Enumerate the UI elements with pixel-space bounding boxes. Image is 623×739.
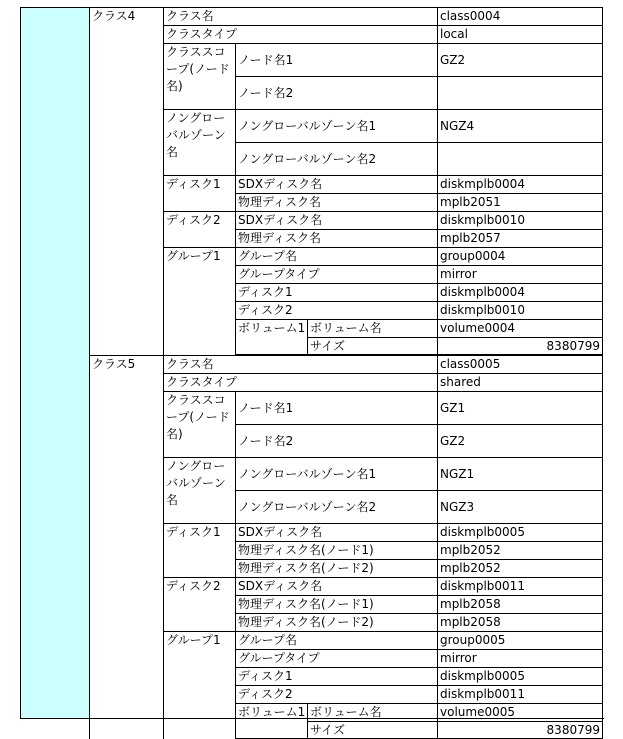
disk2-label: ディスク2 (163, 577, 235, 631)
group-name-value: group0004 (437, 247, 603, 265)
ngz1-label: ノングローバルゾーン名1 (235, 109, 437, 142)
ngz1-value: NGZ1 (437, 457, 603, 490)
ngz1-label: ノングローバルゾーン名1 (235, 457, 437, 490)
class-header: クラス4 (89, 7, 163, 355)
disk2-sdx-value: diskmplb0010 (437, 211, 603, 229)
group-type-value: mirror (437, 649, 603, 667)
group-type-value: mirror (437, 265, 603, 283)
group-disk2-value: diskmplb0010 (437, 301, 603, 319)
node1-value: GZ1 (437, 391, 603, 424)
disk2-sdx-label: SDXディスク名 (235, 577, 437, 595)
disk1-phys-label: 物理ディスク名(ノード2) (235, 559, 437, 577)
disk2-sdx-label: SDXディスク名 (235, 211, 437, 229)
class-type-label: クラスタイプ (163, 25, 437, 43)
class-type-value: local (437, 25, 603, 43)
group-name-value: group0005 (437, 631, 603, 649)
volume-label: ボリューム1 (235, 319, 307, 355)
size-value: 8380799 (437, 337, 603, 355)
volume-name-label: ボリューム名 (307, 319, 437, 337)
group-disk1-value: diskmplb0005 (437, 667, 603, 685)
node2-value (437, 76, 603, 109)
disk1-label: ディスク1 (163, 175, 235, 211)
class-name-value: class0005 (437, 355, 603, 373)
node2-label: ノード名2 (235, 76, 437, 109)
disk1-sdx-value: diskmplb0004 (437, 175, 603, 193)
size-label: サイズ (307, 721, 437, 739)
group-type-label: グループタイプ (235, 649, 437, 667)
class-scope-label: クラススコープ(ノード名) (163, 43, 235, 109)
disk2-phys-value: mplb2058 (437, 595, 603, 613)
ngz2-value (437, 142, 603, 175)
disk2-label: ディスク2 (163, 211, 235, 247)
ngz2-value: NGZ3 (437, 490, 603, 523)
disk1-phys-value: mplb2052 (437, 541, 603, 559)
class-name-label: クラス名 (163, 7, 437, 25)
disk2-phys-label: 物理ディスク名 (235, 229, 437, 247)
disk1-phys-value: mplb2051 (437, 193, 603, 211)
class-name-value: class0004 (437, 7, 603, 25)
ngz1-value: NGZ4 (437, 109, 603, 142)
ngz2-label: ノングローバルゾーン名2 (235, 142, 437, 175)
group-name-label: グループ名 (235, 631, 437, 649)
group-disk2-value: diskmplb0011 (437, 685, 603, 703)
node2-value: GZ2 (437, 424, 603, 457)
table-bottom-border (89, 718, 604, 719)
volume-label: ボリューム1 (235, 703, 307, 739)
disk2-phys-value: mplb2058 (437, 613, 603, 631)
disk2-sdx-value: diskmplb0011 (437, 577, 603, 595)
class-scope-label: クラススコープ(ノード名) (163, 391, 235, 457)
class-header: クラス5 (89, 355, 163, 739)
node1-value: GZ2 (437, 43, 603, 76)
class-type-label: クラスタイプ (163, 373, 437, 391)
size-label: サイズ (307, 337, 437, 355)
group-disk2-label: ディスク2 (235, 301, 437, 319)
group-label: グループ1 (163, 247, 235, 355)
group-type-label: グループタイプ (235, 265, 437, 283)
disk1-sdx-value: diskmplb0005 (437, 523, 603, 541)
volume-name-label: ボリューム名 (307, 703, 437, 721)
volume-name-value: volume0005 (437, 703, 603, 721)
ngz2-label: ノングローバルゾーン名2 (235, 490, 437, 523)
disk2-phys-value: mplb2057 (437, 229, 603, 247)
volume-name-value: volume0004 (437, 319, 603, 337)
node2-label: ノード名2 (235, 424, 437, 457)
disk1-label: ディスク1 (163, 523, 235, 577)
disk1-sdx-label: SDXディスク名 (235, 175, 437, 193)
class-type-value: shared (437, 373, 603, 391)
group-label: グループ1 (163, 631, 235, 739)
ngz-label: ノングローバルゾーン名 (163, 109, 235, 175)
disk2-phys-label: 物理ディスク名(ノード1) (235, 595, 437, 613)
ngz-label: ノングローバルゾーン名 (163, 457, 235, 523)
node1-label: ノード名1 (235, 43, 437, 76)
disk1-phys-label: 物理ディスク名(ノード1) (235, 541, 437, 559)
group-disk1-label: ディスク1 (235, 667, 437, 685)
disk1-phys-value: mplb2052 (437, 559, 603, 577)
disk1-sdx-label: SDXディスク名 (235, 523, 437, 541)
group-name-label: グループ名 (235, 247, 437, 265)
size-value: 8380799 (437, 721, 603, 739)
group-disk1-value: diskmplb0004 (437, 283, 603, 301)
disk1-phys-label: 物理ディスク名 (235, 193, 437, 211)
disk2-phys-label: 物理ディスク名(ノード2) (235, 613, 437, 631)
left-margin-column (20, 7, 89, 719)
group-disk1-label: ディスク1 (235, 283, 437, 301)
class-name-label: クラス名 (163, 355, 437, 373)
node1-label: ノード名1 (235, 391, 437, 424)
group-disk2-label: ディスク2 (235, 685, 437, 703)
